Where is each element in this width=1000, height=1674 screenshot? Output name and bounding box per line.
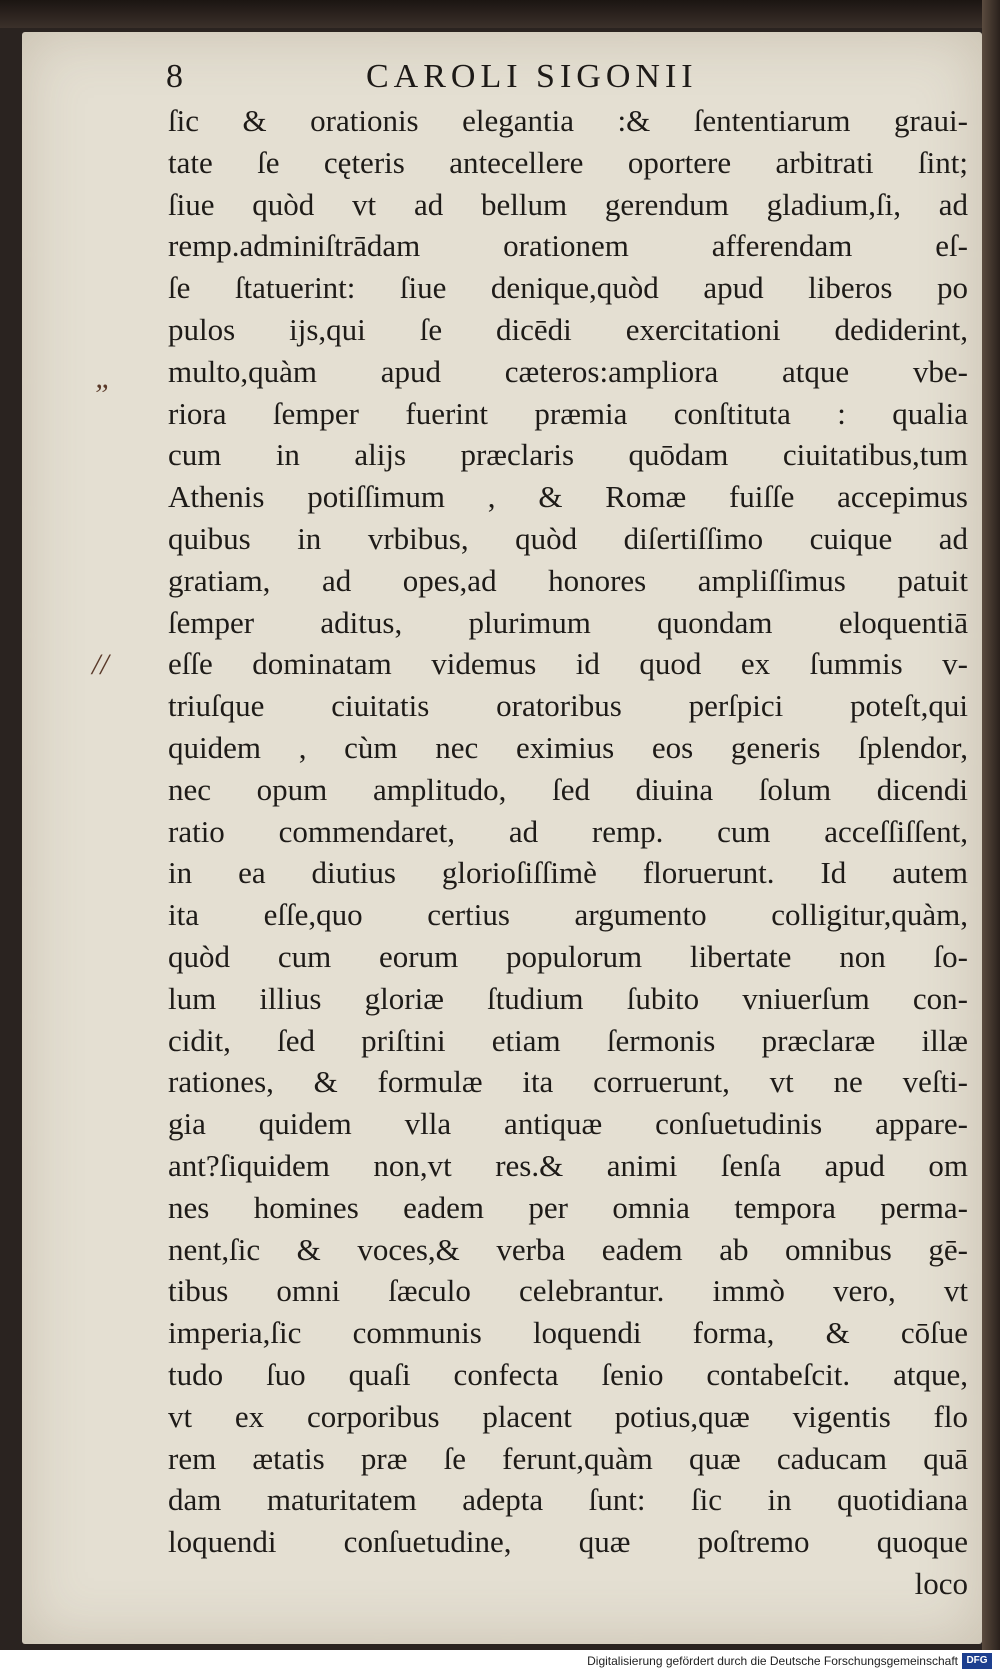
text-line: quibus in vrbibus, quòd diſertiſſimo cuique ad xyxy=(168,520,968,556)
text-line: nec opum amplitudo, ſed diuina ſolum dicendi xyxy=(168,771,968,807)
text-line: tibus omni ſæculo celebrantur. immò vero, vt xyxy=(168,1273,968,1309)
text-line: ant?ſiquidem non,vt res.& animi ſenſa apud om xyxy=(168,1147,968,1183)
text-line: ratio commendaret, ad remp. cum acceſſiſſent, xyxy=(168,813,968,849)
text-line: cum in alijs præclaris quōdam ciuitatibus,tum xyxy=(168,437,968,473)
text-line: ita eſſe,quo certius argumento colligitur,quàm, xyxy=(168,897,968,933)
text-line: tudo ſuo quaſi confecta ſenio contabeſcit. atque, xyxy=(168,1356,968,1392)
text-line: in ea diutius glorioſiſſimè floruerunt. Id autem xyxy=(168,855,968,891)
dfg-logo-icon: DFG xyxy=(962,1653,992,1669)
footer-credit: Digitalisierung gefördert durch die Deutsche Forschungsgemeinschaft xyxy=(587,1654,958,1668)
text-line: rem ætatis præ ſe ferunt,quàm quæ caducam quā xyxy=(168,1440,968,1476)
footer-bar xyxy=(0,1650,1000,1674)
text-line: ſiue quòd vt ad bellum gerendum gladium,ſi, ad xyxy=(168,186,968,222)
running-title: CAROLI SIGONII xyxy=(366,58,698,95)
text-line: pulos ijs,qui ſe dicēdi exercitationi dediderint, xyxy=(168,311,968,347)
margin-note: ” xyxy=(92,378,109,411)
text-line: quidem , cùm nec eximius eos generis ſplendor, xyxy=(168,729,968,765)
text-line: cidit, ſed priſtini etiam ſermonis præclaræ illæ xyxy=(168,1022,968,1058)
text-line: lum illius gloriæ ſtudium ſubito vniuerſum con- xyxy=(168,980,968,1016)
text-line: eſſe dominatam videmus id quod ex ſummis v- xyxy=(168,646,968,682)
text-line: nent,ſic & voces,& verba eadem ab omnibus gē- xyxy=(168,1231,968,1267)
text-line: ſe ſtatuerint: ſiue denique,quòd apud liberos po xyxy=(168,270,968,306)
page-header xyxy=(166,58,946,98)
text-line: remp.adminiſtrādam orationem afferendam eſ- xyxy=(168,228,968,264)
page-number: 8 xyxy=(166,58,186,95)
text-line: multo,quàm apud cæteros:ampliora atque vbe- xyxy=(168,353,968,389)
text-line: ſemper aditus, plurimum quondam eloquentiā xyxy=(168,604,968,640)
text-line: Athenis potiſſimum , & Romæ fuiſſe accepimus xyxy=(168,479,968,515)
text-line: tate ſe cęteris antecellere oportere arbitrati ſint; xyxy=(168,144,968,180)
text-line: quòd cum eorum populorum libertate non ſo- xyxy=(168,938,968,974)
text-line: gratiam, ad opes,ad honores ampliſſimus patuit xyxy=(168,562,968,598)
scan-right-edge xyxy=(982,0,1000,1650)
catchword: loco xyxy=(914,1565,968,1601)
text-line: imperia,ſic communis loquendi forma, & cōſue xyxy=(168,1315,968,1351)
text-line: dam maturitatem adepta ſunt: ſic in quotidiana xyxy=(168,1482,968,1518)
text-line: vt ex corporibus placent potius,quæ vigentis flo xyxy=(168,1398,968,1434)
text-line: nes homines eadem per omnia tempora perma- xyxy=(168,1189,968,1225)
scan-top-edge xyxy=(0,0,1000,28)
text-line: riora ſemper fuerint præmia conſtituta : qualia xyxy=(168,395,968,431)
margin-note: // xyxy=(92,648,109,681)
text-line: ſic & orationis elegantia :& ſententiarum graui- xyxy=(168,103,968,138)
text-line: triuſque ciuitatis oratoribus perſpici poteſt,qui xyxy=(168,688,968,724)
text-line: loquendi conſuetudine, quæ poſtremo quoque xyxy=(168,1524,968,1560)
text-line: gia quidem vlla antiquæ conſuetudinis appare- xyxy=(168,1106,968,1142)
body-text xyxy=(168,100,968,1605)
text-line: rationes, & formulæ ita corruerunt, vt ne veſti- xyxy=(168,1064,968,1100)
